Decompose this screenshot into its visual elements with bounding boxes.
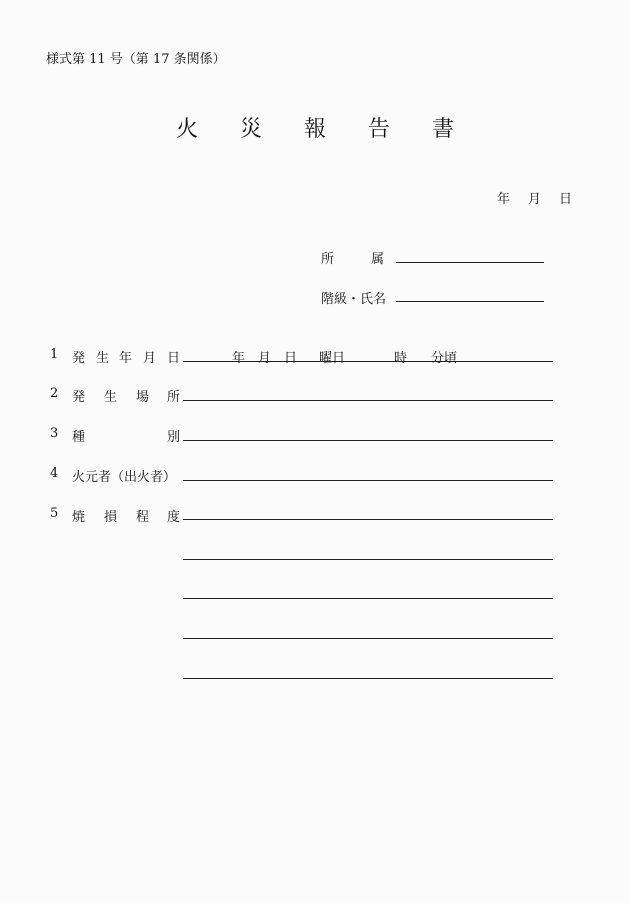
item-label-char: 焼 xyxy=(72,510,86,525)
item-label-char: 日 xyxy=(167,351,181,366)
date-year-label: 年 xyxy=(497,192,511,207)
item-label-char: 年 xyxy=(119,351,133,366)
date-day-label: 日 xyxy=(559,192,573,207)
item-label-char: 度 xyxy=(167,510,181,525)
field-hour-label: 時 xyxy=(394,351,408,366)
field-month-label: 月 xyxy=(258,351,272,366)
field-year-label: 年 xyxy=(232,351,246,366)
damage-extent-field[interactable] xyxy=(183,519,553,520)
item-label-text: 火元者（出火者） xyxy=(72,470,177,485)
rank-name-field[interactable] xyxy=(396,301,544,302)
item-label-char: 別 xyxy=(167,430,181,445)
item-number: 1 xyxy=(50,347,59,362)
date-month-label: 月 xyxy=(528,192,542,207)
damage-extent-field-line[interactable] xyxy=(183,638,553,639)
field-weekday-label: 曜日 xyxy=(319,351,346,366)
title-char: 報 xyxy=(304,117,327,142)
item-label-char: 所 xyxy=(167,390,181,405)
item-number: 4 xyxy=(50,466,59,481)
item-label-char: 生 xyxy=(104,390,118,405)
affiliation-label-char: 属 xyxy=(371,252,385,267)
item-label-char: 月 xyxy=(143,351,157,366)
damage-extent-field-line[interactable] xyxy=(183,598,553,599)
item-label-char: 生 xyxy=(96,351,110,366)
title-char: 災 xyxy=(240,117,263,142)
document-title xyxy=(0,112,630,142)
affiliation-field[interactable] xyxy=(396,262,544,263)
item-label-char: 種 xyxy=(72,430,86,445)
type-field[interactable] xyxy=(183,440,553,441)
item-number: 5 xyxy=(50,506,59,521)
item-label-char: 場 xyxy=(136,390,150,405)
form-number: 様式第 11 号（第 17 条関係） xyxy=(46,52,226,67)
damage-extent-field-line[interactable] xyxy=(183,559,553,560)
item-number: 3 xyxy=(50,426,59,441)
item-label-char: 発 xyxy=(72,351,86,366)
item-label-char: 程 xyxy=(136,510,150,525)
item-label-char: 発 xyxy=(72,390,86,405)
field-minute-label: 分頃 xyxy=(431,351,458,366)
occurrence-location-field[interactable] xyxy=(183,400,553,401)
title-char: 火 xyxy=(176,117,199,142)
title-char: 告 xyxy=(368,117,391,142)
title-char: 書 xyxy=(432,117,455,142)
damage-extent-field-line[interactable] xyxy=(183,678,553,679)
field-day-label: 日 xyxy=(284,351,298,366)
affiliation-label-char: 所 xyxy=(321,252,335,267)
rank-name-label: 階級・氏名 xyxy=(321,292,387,307)
item-label-char: 損 xyxy=(104,510,118,525)
fire-origin-person-field[interactable] xyxy=(183,480,553,481)
item-number: 2 xyxy=(50,386,59,401)
